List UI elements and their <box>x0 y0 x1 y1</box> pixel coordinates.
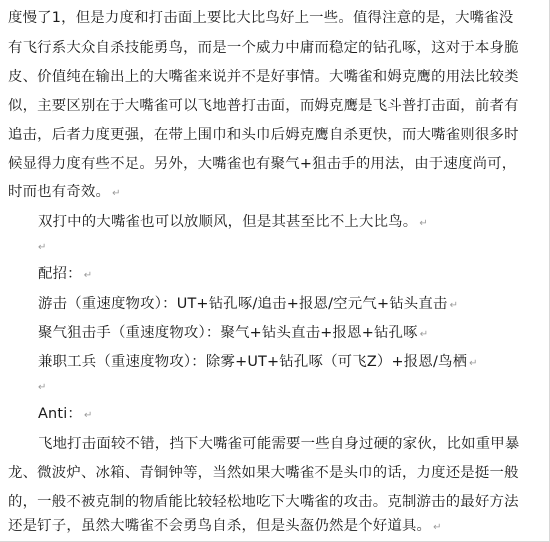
paragraph-mark: ↵ <box>433 522 442 533</box>
text-line: 追击，后者力度更强，在带上围巾和头巾后姆克鹰自杀更快，而大嘴雀则很多时 <box>8 127 519 143</box>
section-heading: Anti： ↵ <box>38 406 93 422</box>
text-line: 双打中的大嘴雀也可以放顺风，但是其甚至比不上大比鸟。 ↵ <box>38 214 428 230</box>
paragraph-mark: ↵ <box>112 188 121 199</box>
paragraph-mark: ↵ <box>38 242 47 253</box>
paragraph-mark: ↵ <box>83 270 93 281</box>
moveset-line: 兼职工兵（重速度物攻）：除雾+UT+钻孔啄（可飞Z）+报恩/鸟栖 ↵ <box>38 354 478 370</box>
paragraph-mark: ↵ <box>469 358 478 369</box>
text-line: 的，一般不被克制的物盾能比较轻松地吃下大嘴雀的攻击。克制游击的最好方法 <box>8 494 519 510</box>
text-line: 似，主要区别在于大嘴雀可以飞地普打击面，而姆克鹰是飞斗普打击面，前者有 <box>8 98 519 114</box>
text-line: 候显得力度有些不足。另外，大嘴雀也有聚气+狙击手的用法，由于速度尚可， <box>8 156 517 172</box>
text-line: 时而也有奇效。 ↵ <box>8 184 121 200</box>
moveset-line: 游击（重速度物攻）：UT+钻孔啄/追击+报恩/空元气+钻头直击 ↵ <box>38 296 459 312</box>
text-line: 还是钉子，虽然大嘴雀不会勇鸟自杀，但是头盔仍然是个好道具。 ↵ <box>8 518 442 534</box>
text-line: 皮、价值纯在输出上的大嘴雀来说并不是好事情。大嘴雀和姆克鹰的用法比较类 <box>8 69 519 85</box>
text-line: 飞地打击面较不错，挡下大嘴雀可能需要一些自身过硬的家伙，比如重甲暴 <box>38 436 520 452</box>
paragraph-mark: ↵ <box>449 300 459 311</box>
text-line: 龙、微波炉、冰箱、青铜钟等，当然如果大嘴雀不是头巾的话，力度还是挺一般 <box>8 465 519 481</box>
paragraph-mark: ↵ <box>38 382 47 393</box>
text-line: 度慢了1，但是力度和打击面上要比大比鸟好上一些。值得注意的是，大嘴雀没 <box>8 10 514 26</box>
paragraph-mark: ↵ <box>84 410 93 421</box>
moveset-line: 聚气狙击手（重速度物攻）：聚气+钻头直击+报恩+钻孔啄 ↵ <box>38 325 429 341</box>
paragraph-mark: ↵ <box>419 218 428 229</box>
section-heading: 配招： ↵ <box>38 266 93 282</box>
text-line: 有飞行系大众自杀技能勇鸟，而是一个威力中庸而稳定的钻孔啄，这对于本身脆 <box>8 40 519 56</box>
paragraph-mark: ↵ <box>419 329 429 340</box>
